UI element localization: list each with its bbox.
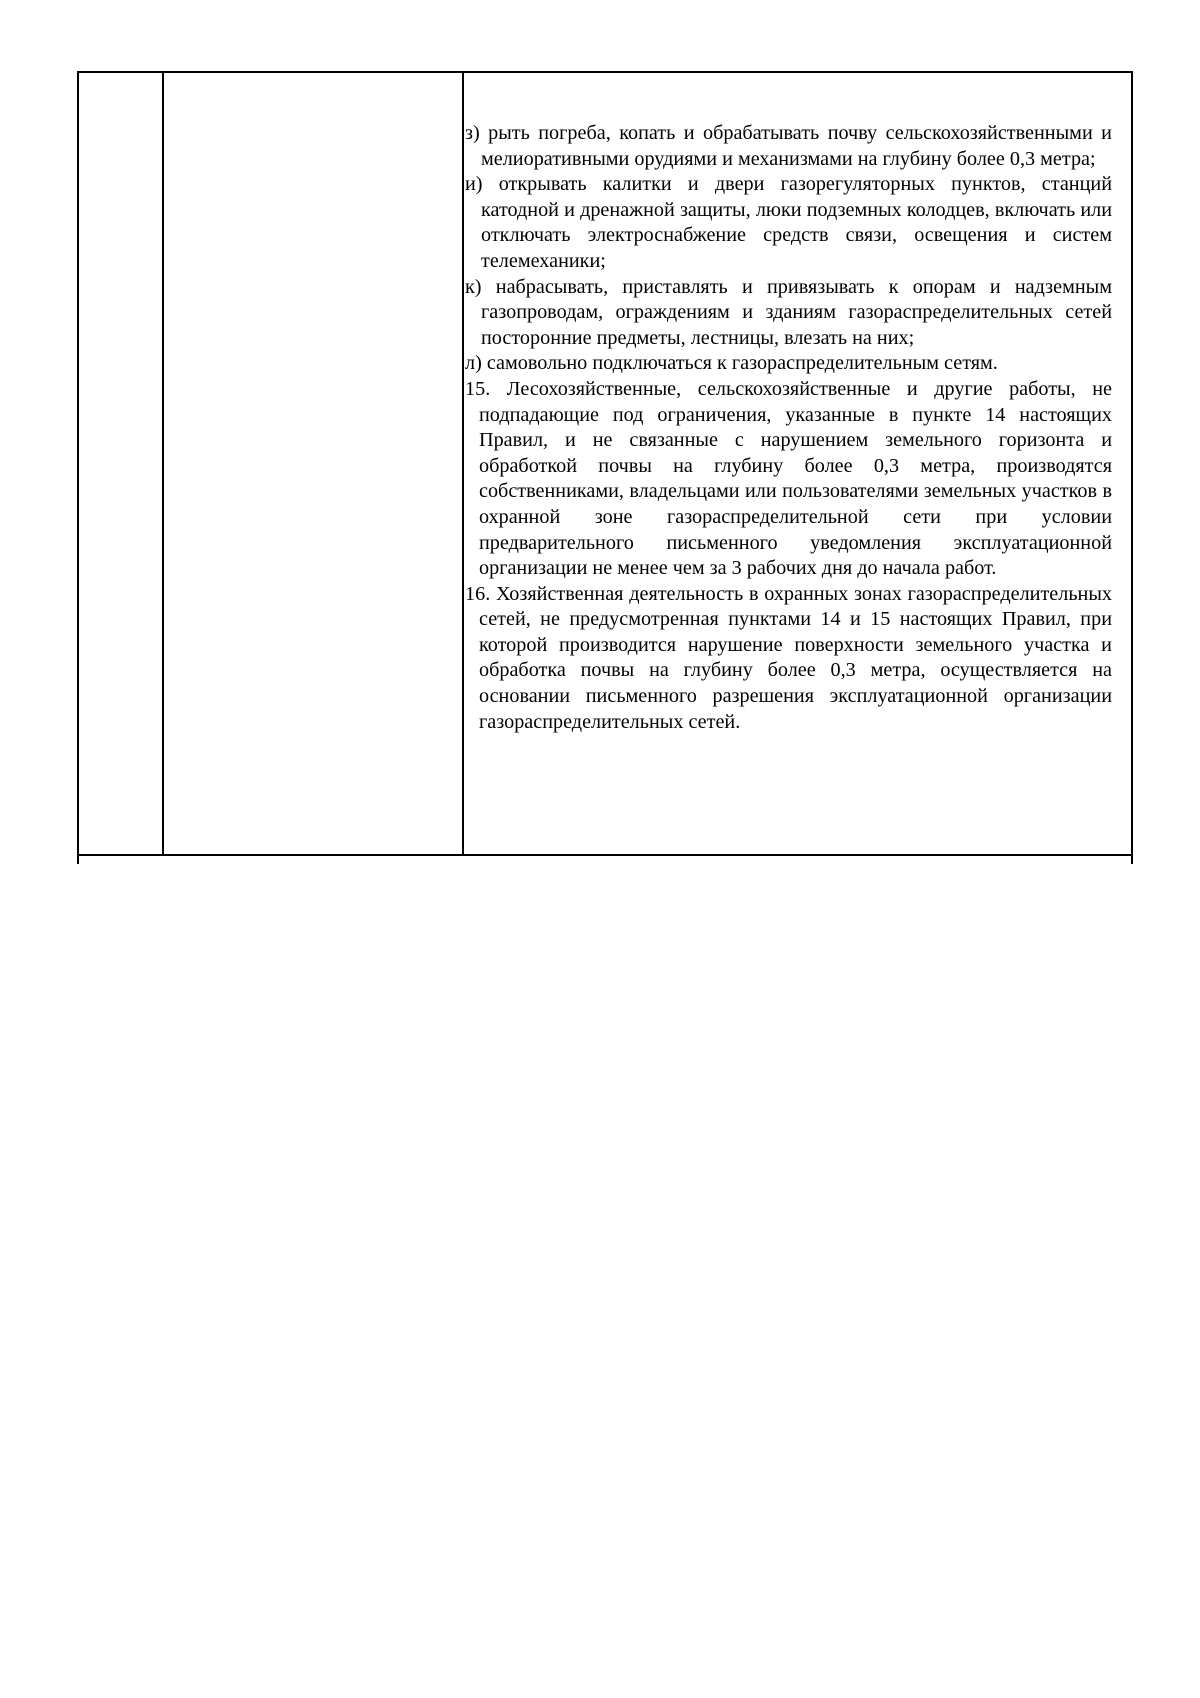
column-divider-1 bbox=[162, 73, 164, 854]
table-cell-text bbox=[465, 121, 1112, 735]
table-continuation-mark-left bbox=[77, 856, 79, 864]
paragraph-16: 16. Хозяйственная деятельность в охранных зонах газораспределительных сетей, не предусмотренная пунктами 14 и 15 настоящих Правил, при которой производится нарушение поверхности земельного участка и обработка почвы на глубину более 0,3 метра, осуществляется на основании письменного разрешения эксплуатационной организации газораспределительных сетей. bbox=[465, 582, 1112, 733]
paragraph-k: к) набрасывать, приставлять и привязывать к опорам и надземным газопроводам, ограждениям и зданиям газораспределительных сетей посторонние предметы, лестницы, влезать на них; bbox=[465, 275, 1112, 349]
paragraph-l: л) самовольно подключаться к газораспределительным сетям. bbox=[465, 352, 998, 375]
paragraph-z: з) рыть погреба, копать и обрабатывать почву сельскохозяйственными и мелиоративными орудиями и механизмами на глубину более 0,3 метра; bbox=[465, 122, 1112, 170]
table-continuation-mark-right bbox=[1131, 856, 1133, 864]
paragraph-15: 15. Лесохозяйственные, сельскохозяйственные и другие работы, не подпадающие под ограничения, указанные в пункте 14 настоящих Правил, и не связанные с нарушением земельного горизонта и обработкой почвы на глубину более 0,3 метра, производятся собственниками, владельцами или пользователями земельных участков в охранной зоне газораспределительной сети при условии предварительного письменного уведомления эксплуатационной организации не менее чем за 3 рабочих дня до начала работ. bbox=[465, 377, 1112, 580]
paragraph-i: и) открывать калитки и двери газорегуляторных пунктов, станций катодной и дренажной защиты, люки подземных колодцев, включать или отключать электроснабжение средств связи, освещения и систем телемеханики; bbox=[465, 173, 1112, 272]
column-divider-2 bbox=[462, 73, 464, 854]
